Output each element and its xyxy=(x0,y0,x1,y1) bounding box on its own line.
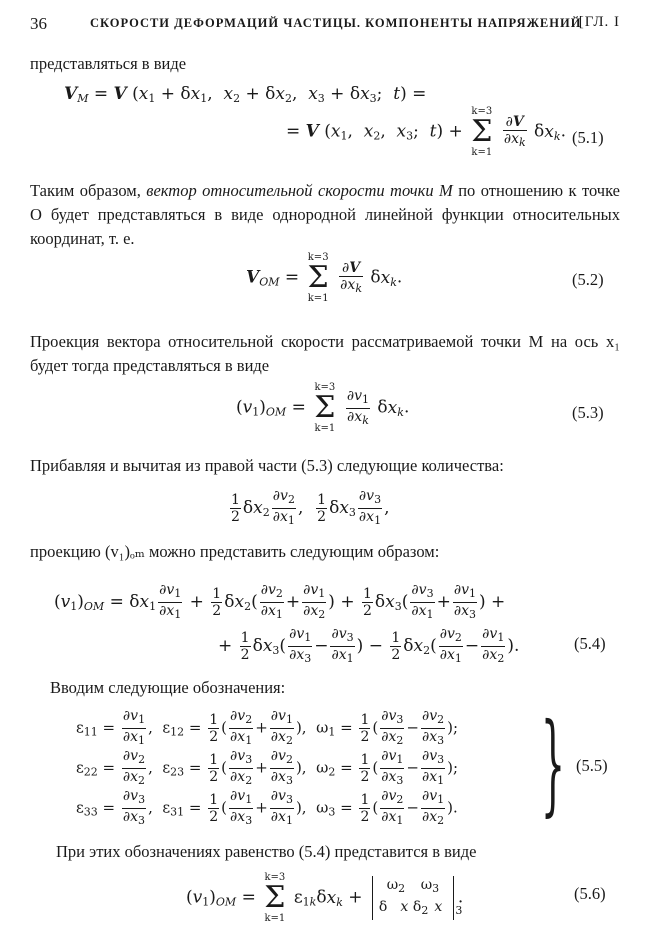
equation-number-5-6: (5.6) xyxy=(574,884,606,903)
paragraph-1: представляться в виде xyxy=(30,54,187,73)
paragraph-5: проекцию (v₁)ₒₘ можно представить следующим образом: xyxy=(30,542,440,561)
equation-5-3: $(v_1)_{OM}$ = k=3 Σ k=1 $\frac{\partial v_1}{\partial x_k}$ $\delta x_k$. xyxy=(236,382,410,434)
paragraph-4: Прибавляя и вычитая из правой части (5.3) следующие количества: xyxy=(30,456,504,475)
equation-number-5-1: (5.1) xyxy=(572,128,604,147)
right-brace: } xyxy=(540,699,566,827)
equation-5-2: $V_{OM}$ = k=3 Σ k=1 $\frac{\partial V}{\partial x_k}$ $\delta x_k$. xyxy=(246,252,403,304)
chapter-label: [ГЛ. I xyxy=(578,14,620,30)
equation-number-5-2: (5.2) xyxy=(572,270,604,289)
equation-5-4-line-1: $(v_1)_{OM} = \delta x_1$ $\frac{\partial v_1}{\partial x_1}$ + $\frac{1}{2}$ $\delta x_2$( $\frac{\partial v_2}{\partial x_1}$ + $\frac{\partial v_1}{\partial x_2}$ ) + $\frac{1}{2}$ $\delta x_3$( $\frac{\partial v_3}{\partial x_1}$ + $\frac{\partial v_1}{\partial x_3}$ ) + xyxy=(54,582,506,621)
equation-5-5-row-2: $\varepsilon_{22}$ = $\frac{\partial v_2}{\partial x_2}$ , $\varepsilon_{23}$ = $\frac{1}{2}$ ( $\frac{\partial v_3}{\partial x_2}$ + $\frac{\partial v_2}{\partial x_3}$ ), $\omega_2$ = $\frac{1}{2}$ ( $\frac{\partial v_1}{\partial x_3}$ − $\frac{\partial v_3}{\partial x_1}$ ); xyxy=(76,748,459,787)
running-title: СКОРОСТИ ДЕФОРМАЦИЙ ЧАСТИЦЫ. КОМПОНЕНТЫ НАПРЯЖЕНИЙ xyxy=(90,16,582,30)
equation-5-1-line-1: $V_M = V$ ($x_1 + \delta x_1$, $x_2 + \delta x_2$, $x_3 + \delta x_3$; t) = xyxy=(64,84,427,105)
determinant: $\omega_2$ $\omega_3$ δ x $_2$δ x $_3$ xyxy=(372,876,454,920)
paragraph-3: Проекция вектора относительной скорости рассматриваемой точки M на ось x₁ будет тогда представляться в виде xyxy=(30,332,620,375)
equation-number-5-4: (5.4) xyxy=(574,634,606,653)
equation-5-6: $(v_1)_{OM}$ = k=3 Σ k=1 $\varepsilon_{1k}\delta x_k + \omega_2$ $\omega_3$ δ x $_2$δ x $_3$. xyxy=(186,872,464,924)
equation-5-1-line-2: = V ($x_1$, $x_2$, $x_3$; t) + k=3 Σ k=1 $\frac{\partial V}{\partial x_k}$ $\delta x_k$. xyxy=(286,106,566,158)
paragraph-6: Вводим следующие обозначения: xyxy=(50,678,286,697)
equation-5-4-line-2: + $\frac{1}{2}$ $\delta x_3$( $\frac{\partial v_1}{\partial x_3}$ − $\frac{\partial v_3}{\partial x_1}$ ) − $\frac{1}{2}$ $\delta x_2$( $\frac{\partial v_2}{\partial x_1}$ − $\frac{\partial v_1}{\partial x_2}$ ). xyxy=(218,626,520,665)
equation-number-5-5: (5.5) xyxy=(576,756,608,775)
running-header xyxy=(30,14,620,36)
paragraph-2: Таким образом, вектор относительной скорости точки M по отношению к точке O будет представляться в виде однородной линейной функции относительных координат, т. е. xyxy=(30,181,621,248)
equation-5-5-row-3: $\varepsilon_{33}$ = $\frac{\partial v_3}{\partial x_3}$ , $\varepsilon_{31}$ = $\frac{1}{2}$ ( $\frac{\partial v_1}{\partial x_3}$ + $\frac{\partial v_3}{\partial x_1}$ ), $\omega_3$ = $\frac{1}{2}$ ( $\frac{\partial v_2}{\partial x_1}$ − $\frac{\partial v_1}{\partial x_2}$ ). xyxy=(76,788,458,827)
paragraph-7: При этих обозначениях равенство (5.4) представится в виде xyxy=(56,842,477,861)
added-quantities: $\frac{1}{2}$ $\delta x_2$ $\frac{\partial v_2}{\partial x_1}$ , $\frac{1}{2}$ $\delta x_3$ $\frac{\partial v_3}{\partial x_1}$ , xyxy=(231,488,390,527)
sum-symbol: k=3 Σ k=1 xyxy=(471,106,493,158)
equation-number-5-3: (5.3) xyxy=(572,403,604,422)
page-number: 36 xyxy=(30,14,47,33)
equation-5-5-row-1: $\varepsilon_{11}$ = $\frac{\partial v_1}{\partial x_1}$ , $\varepsilon_{12}$ = $\frac{1}{2}$ ( $\frac{\partial v_2}{\partial x_1}$ + $\frac{\partial v_1}{\partial x_2}$ ), $\omega_1$ = $\frac{1}{2}$ ( $\frac{\partial v_3}{\partial x_2}$ − $\frac{\partial v_2}{\partial x_3}$ ); xyxy=(76,708,459,747)
